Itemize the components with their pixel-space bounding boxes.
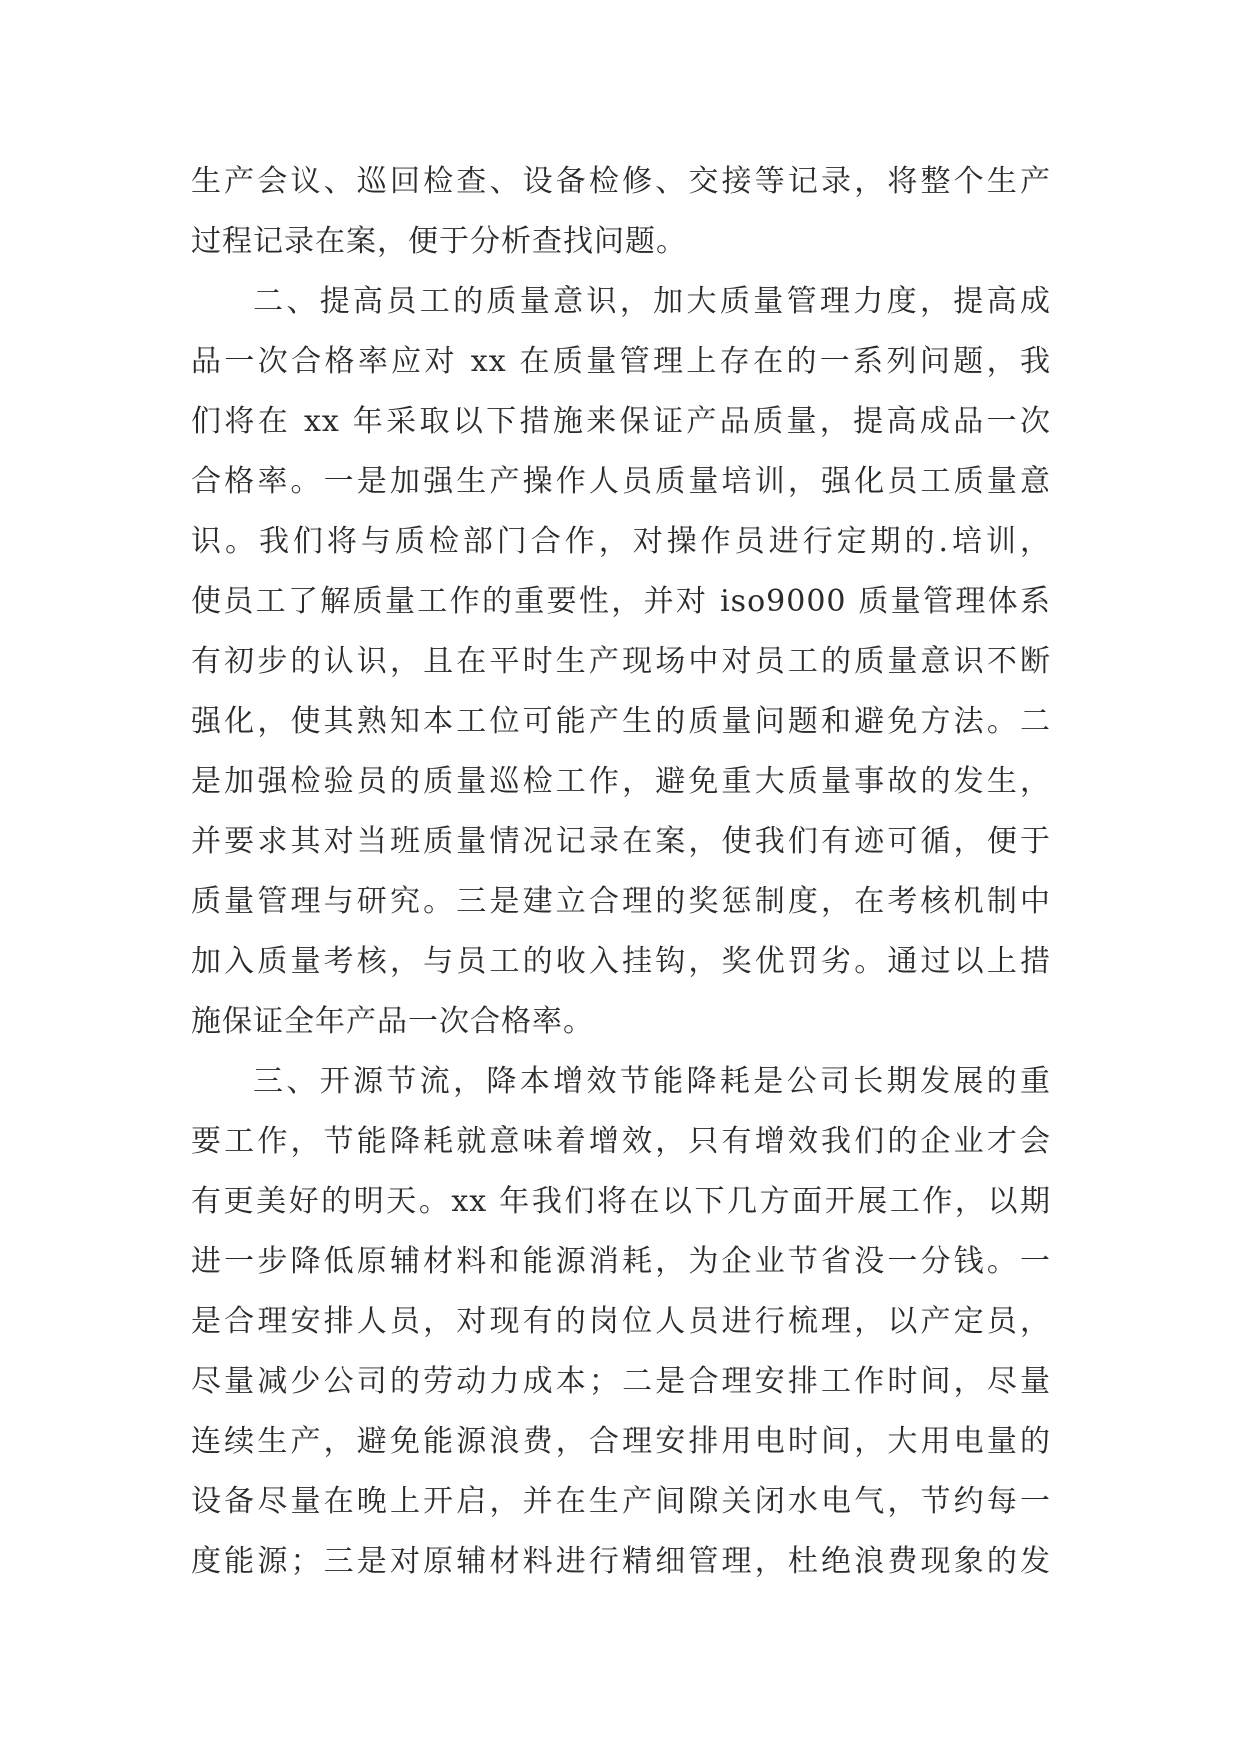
text-line: 过程记录在案，便于分析查找问题。 [191, 224, 687, 259]
text-line: 强化，使其熟知本工位可能产生的质量问题和避免方法。二 [191, 704, 1051, 739]
text-line: 并要求其对当班质量情况记录在案，使我们有迹可循，便于 [191, 824, 1051, 859]
text-line: 是合理安排人员，对现有的岗位人员进行梳理，以产定员， [191, 1304, 1051, 1339]
text-line: 连续生产，避免能源浪费，合理安排用电时间，大用电量的 [191, 1424, 1051, 1459]
text-line: 度能源；三是对原辅材料进行精细管理，杜绝浪费现象的发 [191, 1544, 1051, 1579]
text-line: 加入质量考核，与员工的收入挂钩，奖优罚劣。通过以上措 [191, 944, 1051, 979]
text-line: 是加强检验员的质量巡检工作，避免重大质量事故的发生， [191, 764, 1051, 799]
text-line: 尽量减少公司的劳动力成本；二是合理安排工作时间，尽量 [191, 1364, 1051, 1399]
text-line: 质量管理与研究。三是建立合理的奖惩制度，在考核机制中 [191, 884, 1051, 919]
text-line: 合格率。一是加强生产操作人员质量培训，强化员工质量意 [191, 464, 1051, 499]
text-line: 施保证全年产品一次合格率。 [191, 1004, 594, 1039]
text-line: 有更美好的明天。xx 年我们将在以下几方面开展工作，以期 [191, 1184, 1051, 1219]
paragraph-start-line: 二、提高员工的质量意识，加大质量管理力度，提高成 [253, 284, 1051, 319]
text-line: 设备尽量在晚上开启，并在生产间隙关闭水电气，节约每一 [191, 1484, 1051, 1519]
paragraph-start-line: 三、开源节流，降本增效节能降耗是公司长期发展的重 [253, 1064, 1051, 1099]
text-line: 识。我们将与质检部门合作，对操作员进行定期的.培训， [191, 524, 1051, 559]
text-line: 们将在 xx 年采取以下措施来保证产品质量，提高成品一次 [191, 404, 1051, 439]
text-line: 要工作，节能降耗就意味着增效，只有增效我们的企业才会 [191, 1124, 1051, 1159]
text-line: 生产会议、巡回检查、设备检修、交接等记录，将整个生产 [191, 164, 1051, 199]
body-text [191, 152, 1051, 1592]
text-line: 使员工了解质量工作的重要性，并对 iso9000 质量管理体系 [191, 584, 1051, 619]
text-line: 进一步降低原辅材料和能源消耗，为企业节省没一分钱。一 [191, 1244, 1051, 1279]
text-line: 有初步的认识，且在平时生产现场中对员工的质量意识不断 [191, 644, 1051, 679]
text-line: 品一次合格率应对 xx 在质量管理上存在的一系列问题，我 [191, 344, 1051, 379]
